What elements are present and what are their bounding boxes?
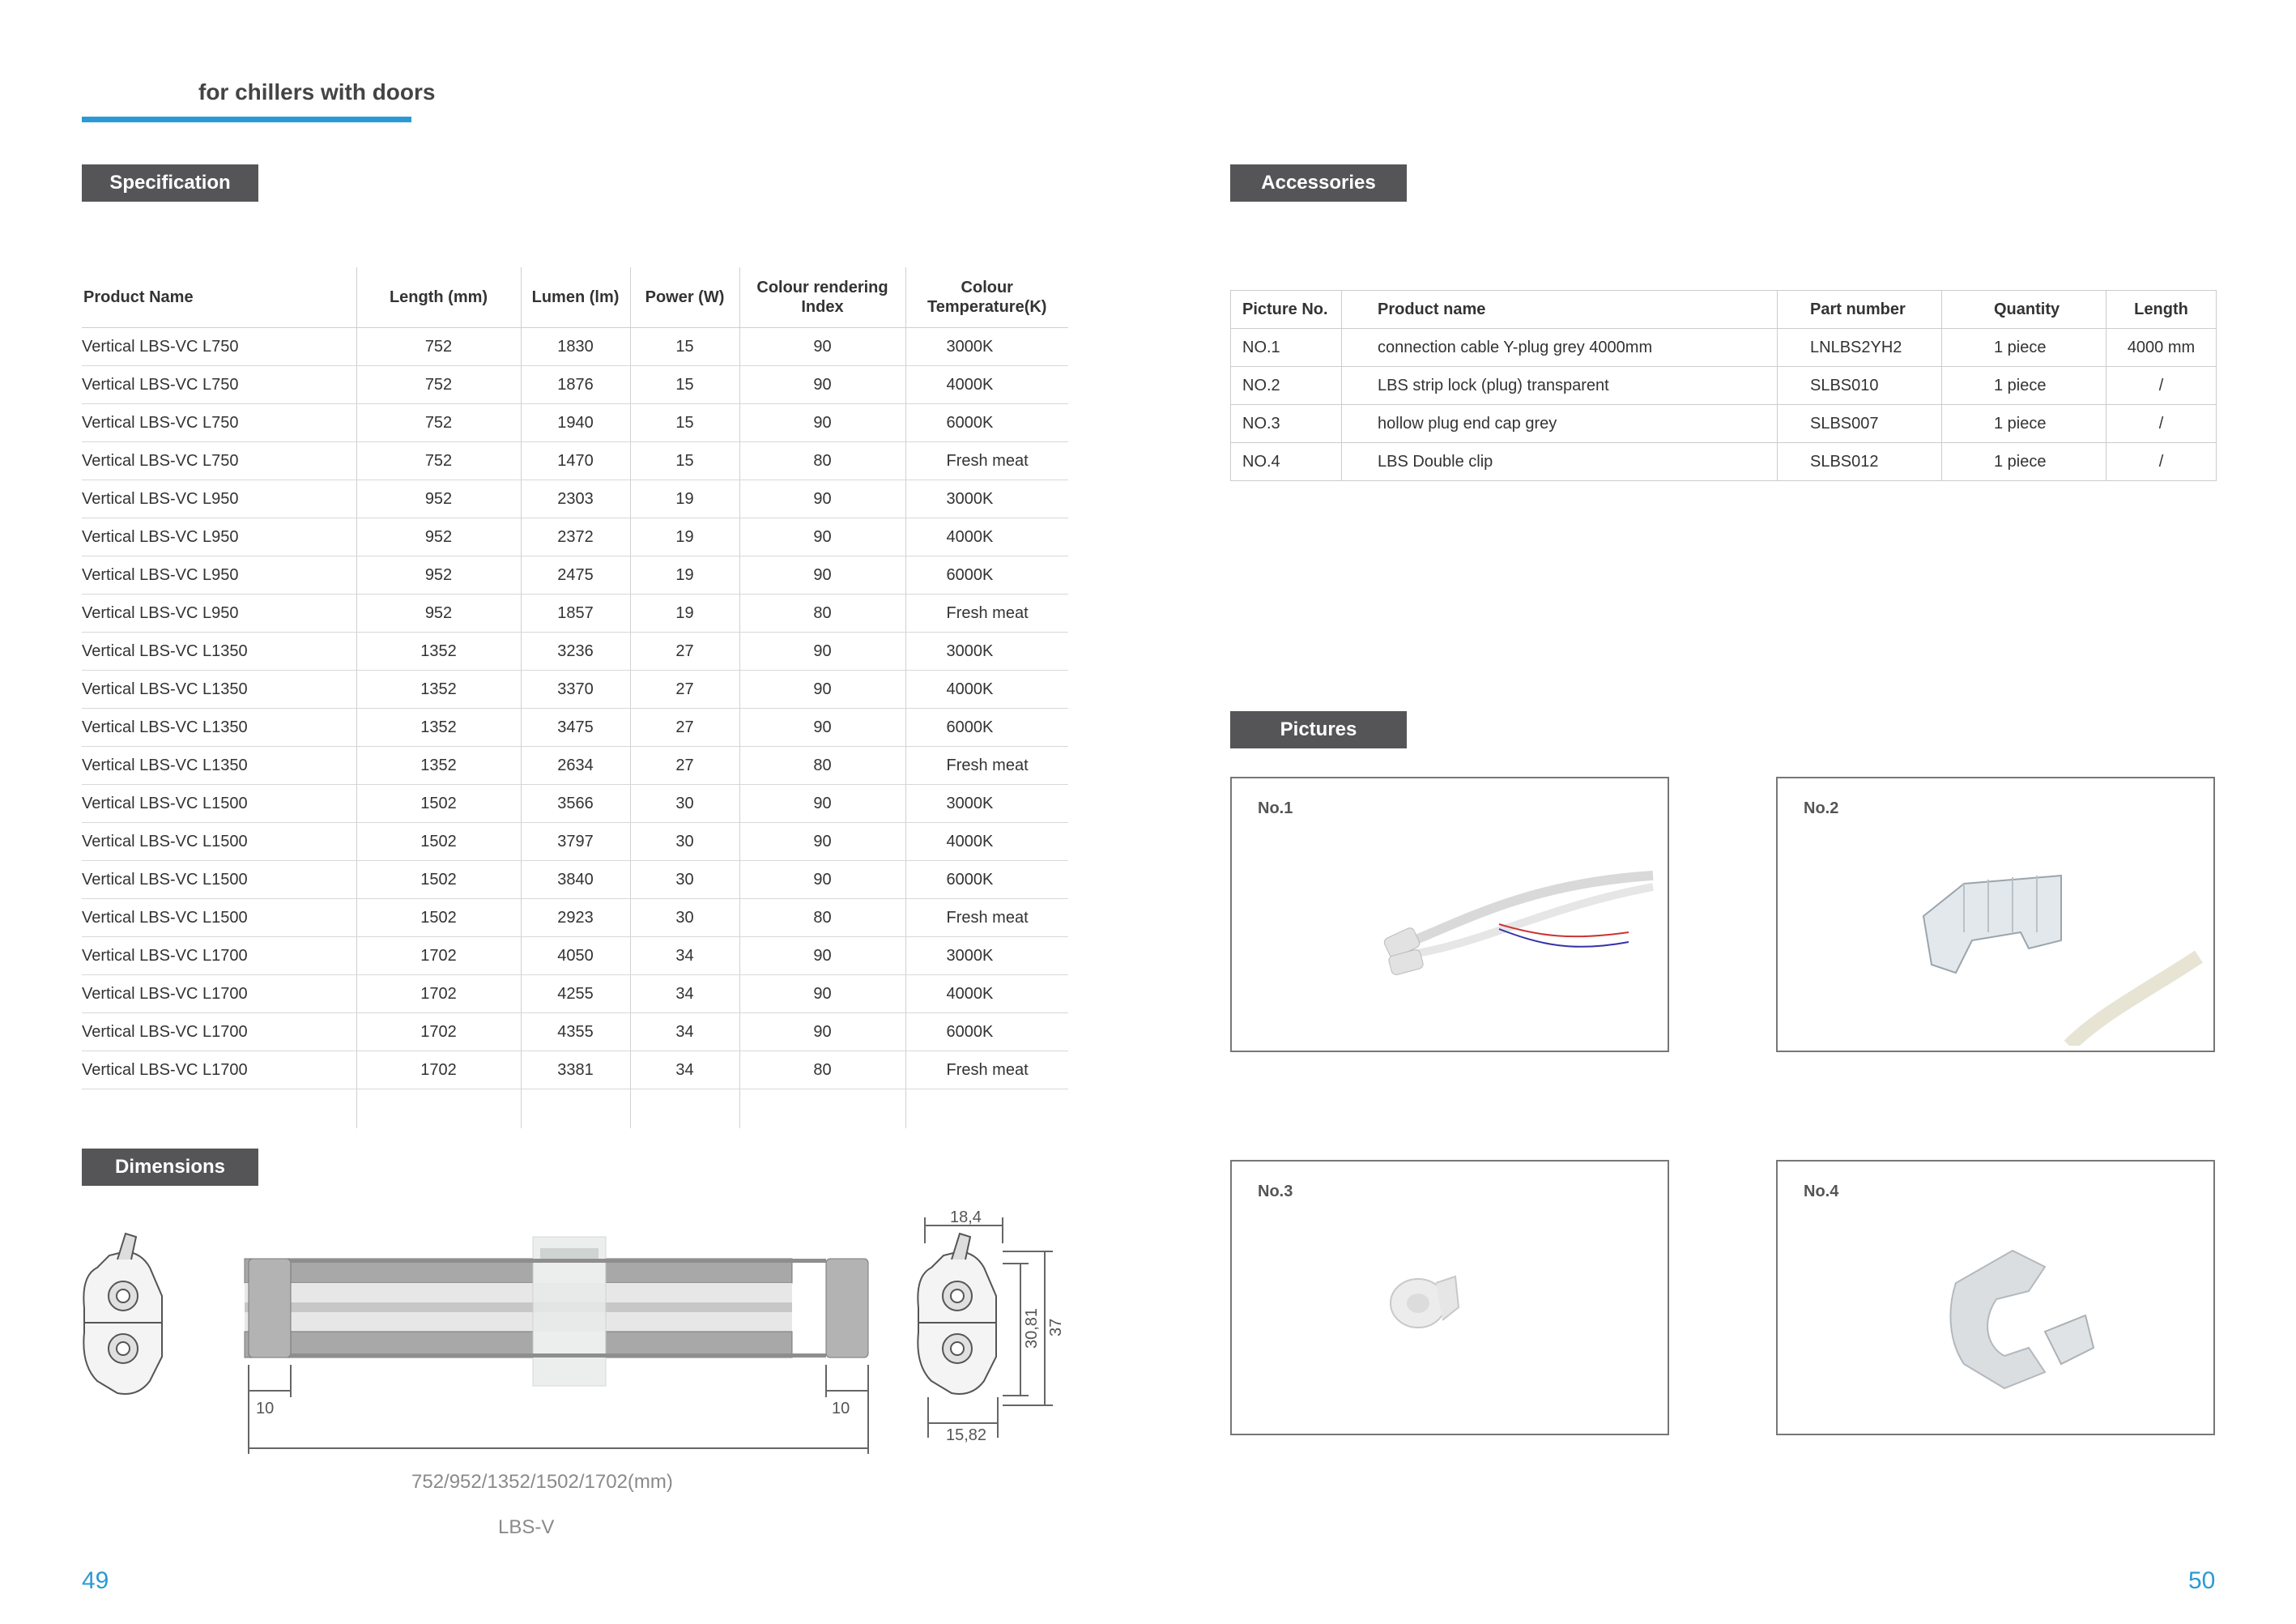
table-cell: 3475 [521, 709, 630, 747]
table-cell: hollow plug end cap grey [1342, 405, 1778, 443]
table-cell: 2475 [521, 556, 630, 595]
table-cell: 3000K [905, 480, 1068, 518]
table-cell: 2634 [521, 747, 630, 785]
table-cell: SLBS012 [1778, 443, 1942, 481]
accessories-badge: Accessories [1230, 164, 1407, 202]
table-cell: Vertical LBS-VC L1700 [82, 1051, 356, 1089]
table-cell: 1502 [356, 899, 521, 937]
dimension-drawing [73, 1211, 1085, 1584]
table-cell: NO.3 [1231, 405, 1342, 443]
page-number-right: 50 [2188, 1567, 2216, 1594]
table-cell: 90 [739, 975, 905, 1013]
picture-label: No.3 [1258, 1183, 1293, 1200]
table-cell: 1 piece [1942, 405, 2106, 443]
table-cell: 1352 [356, 633, 521, 671]
profile-end-view-left [83, 1234, 162, 1394]
table-cell: 752 [356, 328, 521, 366]
table-cell: 90 [739, 1013, 905, 1051]
table-cell: 90 [739, 633, 905, 671]
title-underline [82, 117, 411, 122]
table-cell: Vertical LBS-VC L1700 [82, 1013, 356, 1051]
col-power: Power (W) [630, 267, 739, 328]
table-cell: 90 [739, 480, 905, 518]
table-row [82, 595, 1068, 633]
specification-badge: Specification [82, 164, 258, 202]
table-cell: 1502 [356, 861, 521, 899]
table-cell: Vertical LBS-VC L1500 [82, 861, 356, 899]
table-cell: 4000K [905, 518, 1068, 556]
table-cell: 4000K [905, 671, 1068, 709]
table-cell: NO.1 [1231, 329, 1342, 367]
table-cell [630, 1089, 739, 1129]
table-cell: Vertical LBS-VC L750 [82, 328, 356, 366]
table-cell: 19 [630, 480, 739, 518]
table-row [82, 975, 1068, 1013]
table-row [82, 785, 1068, 823]
table-cell: 90 [739, 328, 905, 366]
picture-no2 [1776, 777, 2215, 1052]
table-cell: 6000K [905, 861, 1068, 899]
col-product-name: Product name [1342, 291, 1778, 329]
table-cell: Vertical LBS-VC L1350 [82, 671, 356, 709]
table-cell: 1702 [356, 937, 521, 975]
table-cell: 19 [630, 518, 739, 556]
table-cell: 1876 [521, 366, 630, 404]
table-cell: 1470 [521, 442, 630, 480]
table-cell: LBS Double clip [1342, 443, 1778, 481]
col-length: Length [2106, 291, 2217, 329]
table-cell: 80 [739, 899, 905, 937]
col-lumen: Lumen (lm) [521, 267, 630, 328]
table-cell [82, 1089, 356, 1129]
table-cell: / [2106, 367, 2217, 405]
end-right-dimension: 10 [832, 1400, 850, 1417]
table-cell: Vertical LBS-VC L1350 [82, 633, 356, 671]
table-cell: 1502 [356, 785, 521, 823]
profile-width-bottom: 15,82 [946, 1426, 987, 1444]
table-cell: 80 [739, 442, 905, 480]
double-clip-icon [1923, 1234, 2102, 1396]
table-row [82, 937, 1068, 975]
table-cell: 952 [356, 556, 521, 595]
table-cell: 27 [630, 709, 739, 747]
table-cell: 3370 [521, 671, 630, 709]
table-row [1231, 443, 2217, 481]
table-row [82, 747, 1068, 785]
table-cell: 1830 [521, 328, 630, 366]
table-cell [905, 1089, 1068, 1129]
table-cell: 1 piece [1942, 443, 2106, 481]
table-cell: 90 [739, 937, 905, 975]
table-cell: 90 [739, 671, 905, 709]
table-cell: 952 [356, 518, 521, 556]
table-cell: 27 [630, 747, 739, 785]
table-cell: 90 [739, 366, 905, 404]
table-cell: 34 [630, 975, 739, 1013]
table-row [82, 366, 1068, 404]
col-picture-no: Picture No. [1231, 291, 1342, 329]
profile-height-inner: 30,81 [1023, 1307, 1041, 1349]
table-cell [739, 1089, 905, 1129]
table-cell: 1352 [356, 747, 521, 785]
table-row [82, 671, 1068, 709]
profile-end-view-right [918, 1234, 996, 1394]
table-cell: Vertical LBS-VC L750 [82, 404, 356, 442]
picture-no3 [1230, 1160, 1669, 1435]
table-cell: 4000K [905, 823, 1068, 861]
table-cell: 80 [739, 1051, 905, 1089]
table-row [82, 861, 1068, 899]
table-row [82, 899, 1068, 937]
table-cell: 3000K [905, 633, 1068, 671]
dimensions-badge: Dimensions [82, 1149, 258, 1186]
table-cell: 3000K [905, 937, 1068, 975]
profile-side-view [245, 1237, 868, 1386]
table-cell: 90 [739, 823, 905, 861]
model-caption: LBS-V [498, 1516, 555, 1538]
table-cell: 4050 [521, 937, 630, 975]
table-cell: NO.2 [1231, 367, 1342, 405]
table-cell: 3566 [521, 785, 630, 823]
cable-y-plug-icon [1361, 851, 1661, 989]
table-cell: 3840 [521, 861, 630, 899]
table-row [82, 709, 1068, 747]
page-number-left: 49 [82, 1567, 109, 1594]
table-cell: 4000K [905, 975, 1068, 1013]
picture-label: No.2 [1804, 799, 1839, 817]
table-cell: 1352 [356, 709, 521, 747]
table-cell: 752 [356, 442, 521, 480]
table-cell: 2303 [521, 480, 630, 518]
profile-width-top: 18,4 [950, 1211, 982, 1226]
table-cell: 30 [630, 899, 739, 937]
table-cell: / [2106, 405, 2217, 443]
table-cell: 15 [630, 442, 739, 480]
table-row [82, 404, 1068, 442]
picture-no1 [1230, 777, 1669, 1052]
table-cell: 15 [630, 328, 739, 366]
table-cell: 1857 [521, 595, 630, 633]
table-cell: Vertical LBS-VC L1500 [82, 823, 356, 861]
table-cell: Vertical LBS-VC L950 [82, 480, 356, 518]
table-cell: 1940 [521, 404, 630, 442]
table-cell: 1502 [356, 823, 521, 861]
table-row [1231, 329, 2217, 367]
table-cell: 34 [630, 1051, 739, 1089]
table-cell: 19 [630, 556, 739, 595]
table-row [1231, 405, 2217, 443]
table-cell: 6000K [905, 709, 1068, 747]
table-cell: 30 [630, 823, 739, 861]
table-row [82, 823, 1068, 861]
table-row [82, 442, 1068, 480]
table-spacer-row [82, 1089, 1068, 1129]
table-cell: Vertical LBS-VC L1700 [82, 937, 356, 975]
table-cell: Fresh meat [905, 442, 1068, 480]
table-cell: 952 [356, 480, 521, 518]
table-cell: SLBS010 [1778, 367, 1942, 405]
table-row [82, 556, 1068, 595]
table-cell: 90 [739, 556, 905, 595]
col-colour-temp: Colour Temperature(K) [905, 267, 1068, 328]
table-row [82, 518, 1068, 556]
table-cell: 1 piece [1942, 329, 2106, 367]
table-cell: 6000K [905, 404, 1068, 442]
table-cell: 90 [739, 404, 905, 442]
strip-lock-icon [1907, 851, 2207, 1046]
table-cell: Fresh meat [905, 1051, 1068, 1089]
table-row [82, 480, 1068, 518]
table-cell: 90 [739, 785, 905, 823]
table-cell: NO.4 [1231, 443, 1342, 481]
table-cell: Vertical LBS-VC L1700 [82, 975, 356, 1013]
table-cell [356, 1089, 521, 1129]
end-left-dimension: 10 [256, 1400, 275, 1417]
table-cell: 30 [630, 861, 739, 899]
table-cell: Vertical LBS-VC L1350 [82, 747, 356, 785]
col-quantity: Quantity [1942, 291, 2106, 329]
specification-table [82, 267, 1068, 1128]
table-cell: LNLBS2YH2 [1778, 329, 1942, 367]
table-cell: Fresh meat [905, 899, 1068, 937]
picture-no4 [1776, 1160, 2215, 1435]
table-cell: 90 [739, 518, 905, 556]
table-cell: 4355 [521, 1013, 630, 1051]
table-cell: Vertical LBS-VC L750 [82, 366, 356, 404]
table-cell: Vertical LBS-VC L1500 [82, 785, 356, 823]
table-cell: 1702 [356, 1013, 521, 1051]
table-cell: 1702 [356, 975, 521, 1013]
table-cell: 4000K [905, 366, 1068, 404]
table-row [82, 1013, 1068, 1051]
table-row [82, 1051, 1068, 1089]
table-cell: LBS strip lock (plug) transparent [1342, 367, 1778, 405]
table-cell: 3000K [905, 328, 1068, 366]
page-title: for chillers with doors [198, 79, 436, 104]
picture-label: No.4 [1804, 1183, 1839, 1200]
length-caption: 752/952/1352/1502/1702(mm) [411, 1471, 673, 1493]
table-cell: 1 piece [1942, 367, 2106, 405]
accessories-table [1230, 290, 2217, 481]
table-cell: 15 [630, 366, 739, 404]
table-cell: 27 [630, 633, 739, 671]
table-cell: 15 [630, 404, 739, 442]
table-cell: / [2106, 443, 2217, 481]
table-cell: 752 [356, 404, 521, 442]
pictures-badge: Pictures [1230, 711, 1407, 748]
accessories-header-row [1231, 291, 2217, 329]
table-cell: SLBS007 [1778, 405, 1942, 443]
col-length: Length (mm) [356, 267, 521, 328]
table-cell: 4000 mm [2106, 329, 2217, 367]
table-cell: 34 [630, 937, 739, 975]
table-row [1231, 367, 2217, 405]
table-cell: 90 [739, 709, 905, 747]
table-row [82, 328, 1068, 366]
table-cell: Vertical LBS-VC L950 [82, 595, 356, 633]
table-cell: Vertical LBS-VC L950 [82, 556, 356, 595]
table-cell: 4255 [521, 975, 630, 1013]
table-cell: 6000K [905, 556, 1068, 595]
table-cell: 80 [739, 747, 905, 785]
table-cell: 3236 [521, 633, 630, 671]
table-row [82, 633, 1068, 671]
table-cell: connection cable Y-plug grey 4000mm [1342, 329, 1778, 367]
table-cell: 80 [739, 595, 905, 633]
table-cell: Vertical LBS-VC L750 [82, 442, 356, 480]
table-cell: 27 [630, 671, 739, 709]
table-cell: 3000K [905, 785, 1068, 823]
col-part-number: Part number [1778, 291, 1942, 329]
spec-header-row [82, 267, 1068, 328]
table-cell: 1352 [356, 671, 521, 709]
table-cell: 952 [356, 595, 521, 633]
table-cell: 34 [630, 1013, 739, 1051]
table-cell: 3381 [521, 1051, 630, 1089]
table-cell: 2923 [521, 899, 630, 937]
table-cell: 2372 [521, 518, 630, 556]
profile-height-outer: 37 [1047, 1318, 1065, 1336]
table-cell: 30 [630, 785, 739, 823]
table-cell: Vertical LBS-VC L1350 [82, 709, 356, 747]
table-cell: 6000K [905, 1013, 1068, 1051]
table-cell: Fresh meat [905, 747, 1068, 785]
table-cell: Fresh meat [905, 595, 1068, 633]
picture-label: No.1 [1258, 799, 1293, 817]
table-cell: 752 [356, 366, 521, 404]
end-cap-icon [1378, 1259, 1475, 1348]
col-cri: Colour rendering Index [739, 267, 905, 328]
table-cell: 1702 [356, 1051, 521, 1089]
table-cell: 90 [739, 861, 905, 899]
table-cell: Vertical LBS-VC L950 [82, 518, 356, 556]
table-cell: Vertical LBS-VC L1500 [82, 899, 356, 937]
table-cell: 3797 [521, 823, 630, 861]
table-cell: 19 [630, 595, 739, 633]
table-cell [521, 1089, 630, 1129]
col-product-name: Product Name [82, 267, 356, 328]
